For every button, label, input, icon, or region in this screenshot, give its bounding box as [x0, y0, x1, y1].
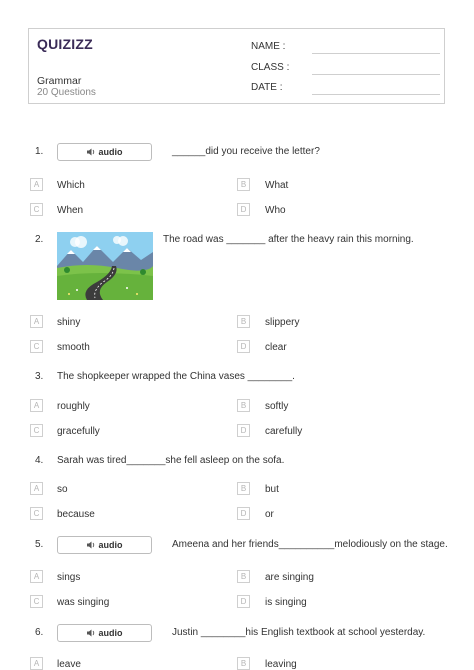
option-b-text: but	[265, 484, 279, 495]
question-text: Ameena and her friends__________melodiously on the stage.	[172, 539, 448, 550]
audio-button[interactable]	[57, 143, 152, 161]
option-a-text: Which	[57, 180, 85, 191]
option-d-marker[interactable]: D	[237, 595, 250, 608]
question-number: 3.	[35, 371, 44, 382]
question-text: Justin ________his English textbook at school yesterday.	[172, 627, 426, 638]
worksheet-header	[28, 28, 445, 104]
option-b-marker[interactable]: B	[237, 657, 250, 670]
option-d-marker[interactable]: D	[237, 340, 250, 353]
quizizz-logo: QUIZIZZ	[37, 36, 93, 52]
option-a-marker[interactable]: A	[30, 570, 43, 583]
question-text: Sarah was tired_______she fell asleep on the sofa.	[57, 455, 285, 466]
option-a-text: so	[57, 484, 68, 495]
option-a-text: roughly	[57, 401, 90, 412]
option-a-marker[interactable]: A	[30, 315, 43, 328]
option-a-text: sings	[57, 572, 81, 583]
question-number: 4.	[35, 455, 44, 466]
option-b-marker[interactable]: B	[237, 482, 250, 495]
option-c-text: was singing	[57, 597, 110, 608]
question-number: 6.	[35, 627, 44, 638]
option-d-marker[interactable]: D	[237, 424, 250, 437]
option-d-text: is singing	[265, 597, 307, 608]
option-c-text: because	[57, 509, 95, 520]
question-number: 5.	[35, 539, 44, 550]
audio-label: audio	[98, 147, 123, 157]
option-a-marker[interactable]: A	[30, 657, 43, 670]
speaker-icon	[87, 629, 96, 637]
option-b-text: What	[265, 180, 289, 191]
road-landscape-image	[57, 232, 153, 300]
option-a-text: shiny	[57, 317, 81, 328]
question-number: 2.	[35, 234, 44, 245]
option-c-marker[interactable]: C	[30, 595, 43, 608]
name-label: NAME :	[251, 41, 286, 52]
worksheet-title: Grammar	[37, 75, 82, 87]
option-c-marker[interactable]: C	[30, 203, 43, 216]
audio-label: audio	[98, 540, 123, 550]
option-c-text: gracefully	[57, 426, 100, 437]
option-b-marker[interactable]: B	[237, 570, 250, 583]
question-count: 20 Questions	[37, 87, 96, 98]
option-d-text: or	[265, 509, 274, 520]
audio-button[interactable]	[57, 624, 152, 642]
question-text: The road was _______ after the heavy rain this morning.	[163, 234, 414, 245]
class-label: CLASS :	[251, 62, 290, 73]
option-c-marker[interactable]: C	[30, 340, 43, 353]
option-a-text: leave	[57, 659, 81, 670]
option-c-text: When	[57, 205, 84, 216]
option-d-marker[interactable]: D	[237, 203, 250, 216]
option-c-marker[interactable]: C	[30, 507, 43, 520]
speaker-icon	[87, 148, 96, 156]
option-d-text: Who	[265, 205, 286, 216]
option-b-text: softly	[265, 401, 289, 412]
date-label: DATE :	[251, 82, 283, 93]
date-field[interactable]	[312, 94, 440, 95]
option-d-text: carefully	[265, 426, 303, 437]
option-a-marker[interactable]: A	[30, 399, 43, 412]
option-b-marker[interactable]: B	[237, 315, 250, 328]
option-c-text: smooth	[57, 342, 90, 353]
name-field[interactable]	[312, 53, 440, 54]
option-a-marker[interactable]: A	[30, 482, 43, 495]
class-field[interactable]	[312, 74, 440, 75]
option-b-text: slippery	[265, 317, 300, 328]
question-number: 1.	[35, 146, 44, 157]
question-text: The shopkeeper wrapped the China vases ________.	[57, 371, 295, 382]
audio-button[interactable]	[57, 536, 152, 554]
option-b-marker[interactable]: B	[237, 399, 250, 412]
option-b-text: are singing	[265, 572, 314, 583]
option-b-marker[interactable]: B	[237, 178, 250, 191]
option-c-marker[interactable]: C	[30, 424, 43, 437]
speaker-icon	[87, 541, 96, 549]
audio-label: audio	[98, 628, 123, 638]
option-d-marker[interactable]: D	[237, 507, 250, 520]
option-d-text: clear	[265, 342, 287, 353]
option-a-marker[interactable]: A	[30, 178, 43, 191]
question-text: ______did you receive the letter?	[172, 146, 320, 157]
option-b-text: leaving	[265, 659, 297, 670]
